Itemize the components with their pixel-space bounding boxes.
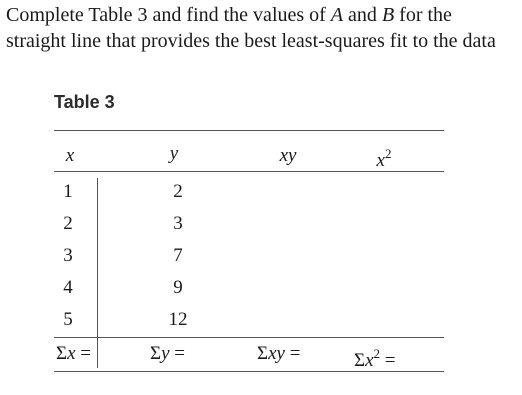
- sum-x-squared-var: x: [365, 350, 374, 371]
- problem-text: for the: [394, 4, 452, 26]
- sum-x: [56, 343, 91, 365]
- cell-y: 2: [173, 181, 183, 202]
- variable-B: B: [381, 4, 395, 26]
- sum-xy: [257, 343, 300, 365]
- table-sum-rule: [54, 337, 444, 338]
- sigma-symbol: Σ: [257, 343, 269, 364]
- cell-y: 12: [168, 309, 188, 330]
- cell-x: 4: [63, 277, 73, 298]
- sum-y-var: y: [161, 343, 170, 364]
- equals-sign: =: [284, 343, 301, 364]
- sigma-symbol: Σ: [56, 343, 68, 364]
- table-top-rule: [54, 130, 444, 131]
- cell-x: 1: [63, 181, 73, 202]
- sum-x-squared-exp: 2: [373, 346, 380, 361]
- table-column-divider: [97, 178, 98, 368]
- sum-x-squared: [354, 343, 395, 372]
- table-title: Table 3: [54, 92, 115, 112]
- header-x-squared-base: x: [376, 150, 385, 171]
- sum-y: [150, 343, 185, 365]
- cell-y: 9: [173, 277, 183, 298]
- problem-text: Complete Table 3 and find the values of: [6, 4, 331, 26]
- equals-sign: =: [75, 343, 91, 364]
- variable-A: A: [330, 4, 344, 26]
- sum-xy-var: xy: [268, 343, 285, 364]
- header-x-squared-exp: 2: [384, 146, 392, 161]
- sigma-symbol: Σ: [354, 350, 366, 371]
- header-y: y: [169, 143, 179, 164]
- sigma-symbol: Σ: [150, 343, 162, 364]
- cell-x: 3: [63, 245, 73, 266]
- header-x-squared: [364, 143, 404, 172]
- cell-y: 3: [173, 213, 183, 234]
- equals-sign: =: [169, 343, 185, 364]
- cell-x: 2: [63, 213, 73, 234]
- cell-x: 5: [63, 309, 73, 330]
- header-xy: xy: [279, 145, 297, 166]
- sum-x-var: x: [67, 343, 76, 364]
- problem-line-2: straight line that provides the best least-squares fit to the data: [6, 30, 496, 52]
- problem-statement: [6, 2, 522, 54]
- problem-text: and: [343, 4, 382, 26]
- header-x: x: [65, 145, 75, 166]
- problem-line-1: [6, 2, 522, 28]
- equals-sign: =: [380, 350, 396, 371]
- cell-y: 7: [173, 245, 183, 266]
